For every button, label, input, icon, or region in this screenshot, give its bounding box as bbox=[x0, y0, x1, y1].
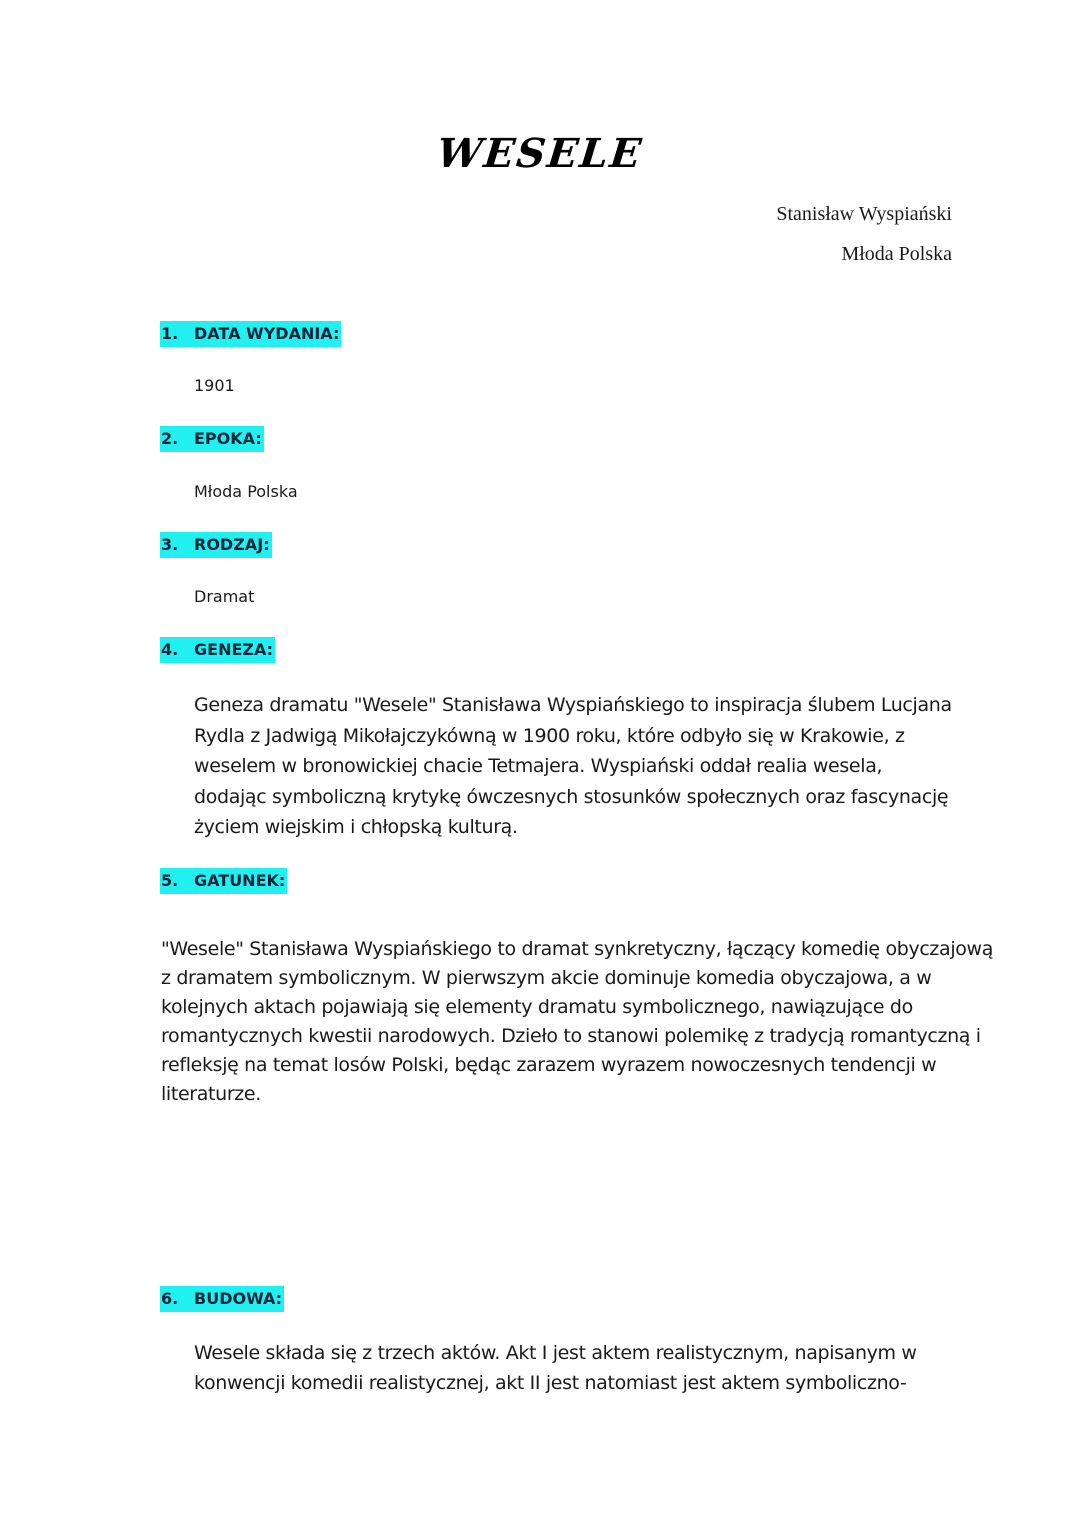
document-title: WESELE bbox=[434, 130, 646, 177]
section-heading-rodzaj bbox=[160, 532, 272, 558]
paragraph-line: życiem wiejskim i chłopską kulturą. bbox=[194, 816, 518, 838]
section-heading-text: DATA WYDANIA: bbox=[194, 324, 340, 343]
section-value-epoka: Młoda Polska bbox=[194, 482, 298, 501]
section-number: 3. bbox=[161, 535, 179, 554]
section-heading-text: GENEZA: bbox=[194, 640, 274, 659]
paragraph-line: refleksję na temat losów Polski, będąc zarazem wyrazem nowoczesnych tendencji w bbox=[161, 1054, 937, 1076]
section-paragraph-budowa bbox=[194, 1338, 917, 1398]
section-heading-text: BUDOWA: bbox=[194, 1289, 283, 1308]
paragraph-line: dodając symboliczną krytykę ówczesnych stosunków społecznych oraz fascynację bbox=[194, 785, 949, 808]
paragraph-line: Geneza dramatu "Wesele" Stanisława Wyspiańskiego to inspiracja ślubem Lucjana bbox=[194, 694, 952, 716]
paragraph-line: literaturze. bbox=[161, 1083, 261, 1105]
section-heading-geneza bbox=[160, 637, 275, 663]
section-value-data-wydania: 1901 bbox=[194, 376, 235, 395]
section-heading-text: RODZAJ: bbox=[194, 535, 270, 554]
paragraph-line: "Wesele" Stanisława Wyspiańskiego to dramat synkretyczny, łączący komedię obyczajową bbox=[161, 938, 994, 960]
paragraph-line: Wesele składa się z trzech aktów. Akt I jest aktem realistycznym, napisanym w bbox=[194, 1342, 917, 1364]
section-number: 6. bbox=[161, 1289, 179, 1308]
section-heading-text: EPOKA: bbox=[194, 429, 262, 448]
section-paragraph-geneza bbox=[194, 690, 952, 843]
section-heading-text: GATUNEK: bbox=[194, 871, 286, 890]
paragraph-line: kolejnych aktach pojawiają się elementy dramatu symbolicznego, nawiązujące do bbox=[161, 996, 913, 1018]
section-heading-gatunek bbox=[160, 868, 287, 894]
paragraph-line: weselem w bronowickiej chacie Tetmajera. Wyspiański oddał realia wesela, bbox=[194, 755, 883, 777]
section-number: 1. bbox=[161, 324, 179, 343]
section-heading-budowa bbox=[160, 1286, 284, 1312]
epoch-label: Młoda Polska bbox=[841, 243, 952, 265]
section-number: 2. bbox=[161, 429, 179, 448]
paragraph-line: romantycznych kwestii narodowych. Dzieło to stanowi polemikę z tradycją romantyczną i bbox=[161, 1025, 981, 1047]
author-name: Stanisław Wyspiański bbox=[776, 203, 952, 225]
section-heading-data-wydania bbox=[160, 321, 341, 347]
section-number: 4. bbox=[161, 640, 179, 659]
paragraph-line: Rydla z Jadwigą Mikołajczykówną w 1900 roku, które odbyło się w Krakowie, z bbox=[194, 724, 905, 747]
section-number: 5. bbox=[161, 871, 179, 890]
section-value-rodzaj: Dramat bbox=[194, 587, 255, 606]
paragraph-line: konwencji komedii realistycznej, akt II jest natomiast jest aktem symboliczno- bbox=[194, 1372, 907, 1394]
paragraph-line: z dramatem symbolicznym. W pierwszym akcie dominuje komedia obyczajowa, a w bbox=[161, 967, 932, 989]
section-heading-epoka bbox=[160, 426, 264, 452]
section-paragraph-gatunek bbox=[161, 935, 993, 1109]
